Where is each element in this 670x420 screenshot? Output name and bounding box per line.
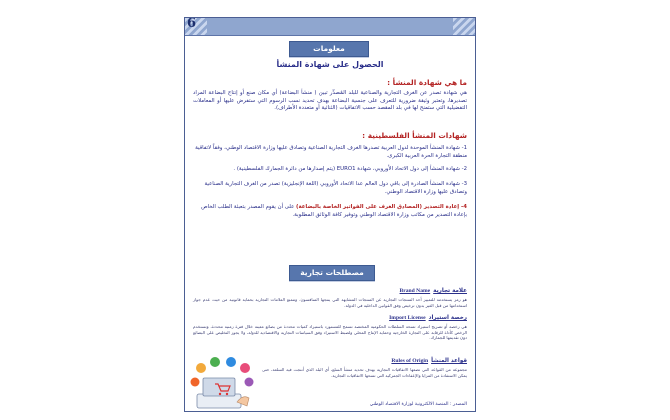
section-label-terms: مصطلحات تجارية — [289, 265, 375, 281]
term-rules-of-origin — [391, 358, 467, 364]
tag-icon — [245, 378, 254, 387]
term-import-license-ar: رخصة استيراد — [428, 315, 467, 321]
term-brand-name-ar: علامة تجارية — [433, 288, 467, 294]
globe-icon — [226, 357, 236, 367]
source-note: المصدر : المنصة الالكترونية لوزارة الاقتصاد الوطني — [369, 402, 467, 407]
question-heading: ما هي شهادة المنشأ : — [387, 78, 467, 87]
certificate-item-1: 1- شهادة المنشأ الموحدة لدول العربية تصدرها الغرف التجارية الصناعية وتصادق عليها وزارة الاقتصاد الوطني، وفقاً لاتفاقية منطقة التجارة الحرة العربية الكبرى. — [195, 145, 467, 159]
term-brand-name — [400, 288, 467, 294]
definition-paragraph: هي شهادة تصدر عن الغرف التجارية والصناعية للبلد المُصدِّر تبين ( منشأ البضاعة) أي مكان صنع أو إنتاج البضاعة المراد تصديرها، وتعتبر وثيقة ضرورية للتعرف على جنسية البضاعة بهدف تحديد نسب الرسوم التي ستفرض عليها أو المعاملات التفضيلية التي ستمنح لها في بلد المقصد حسب الاتفاقيات (الثنائية أو متعددة الأطراف). — [193, 90, 467, 112]
term-rules-of-origin-ar: قواعد المنشأ — [431, 358, 467, 364]
section-label-info: معلومات — [289, 41, 369, 57]
certificate-item-4-text: على أن يقوم المصدر بتعبئة الطلب الخاص بإعادة التصدير من مكاتب وزارة الاقتصاد الوطني وتوفير كافة الوثائق المطلوبة. — [201, 204, 467, 218]
header-band — [185, 18, 475, 36]
term-brand-name-text: هو رمز يستخدمه للتمييز أحد المنتجات التجارية عن المنتجات المشابهة التي ينتجها المنافسون. وتتمتع العلامات التجارية بحماية قانونية من حيث عدم جواز استخدامها من قبل الغير بدون ترخيص وفق القوانين الداخلية في الدولة. — [193, 297, 467, 308]
certificates-heading: شهادات المنشأ الفلسطينية : — [362, 131, 467, 140]
ecommerce-illustration — [189, 354, 257, 412]
certificate-item-2: 2- شهادة المنشأ إلى دول الاتحاد الأوروبي، شهادة EURO1 (يتم إصدارها من دائرة الجمارك الفلسطينية) . — [233, 166, 467, 172]
term-rules-of-origin-text: مجموعة من القواعد التي تضعها الاتفاقيات التجارية بهدف تحديد منشأ السلع، أي البلد الذي أنتجت فيه السلعة، حتى يمكن الاستفادة من المزايا والإعفاءات الجمركية التي تمنحها الاتفاقيات التجارية. — [262, 367, 467, 378]
term-import-license-en: Import License — [389, 315, 426, 321]
page-number: 6 — [187, 17, 197, 31]
heart-icon — [240, 363, 250, 373]
term-brand-name-en: Brand Name — [399, 288, 431, 294]
gift-icon — [210, 357, 220, 367]
document-page — [184, 17, 476, 412]
term-import-license-text: هي رخصة أو تصريح استيراد تمنحه السلطات الحكومية المختصة تسمح للمستورد باستيراد كميات محددة من بضائع معينة خلال فترة زمنية محددة، وتستخدم الرخص كأداة للرقابة على التجارة الخارجية وحماية الإنتاج المحلي ولضبط الاستيراد وفق السياسات التجارية والاقتصادية للدولة، ولا يجوز التخليص على البضائع دون تقديمها للجمارك. — [193, 324, 467, 341]
term-rules-of-origin-en: Rules of Origin — [391, 358, 429, 364]
truck-icon — [191, 378, 200, 387]
term-import-license — [389, 315, 467, 321]
dollar-coin-icon — [196, 363, 206, 373]
certificate-item-3: 3- شهادة المنشأ الصادرة إلى باقي دول العالم عدا الاتحاد الأوروبي (اللغة الإنجليزية) تصدر من الغرف التجارية الصناعية وتصادق عليها وزارة الاقتصاد الوطني. — [204, 181, 467, 195]
certificate-item-4-highlight: 4- إعادة التصدير (المصادق الغرف على الفواتير الخاصة بالبضاعة) — [296, 204, 467, 210]
certificate-item-4 — [193, 204, 467, 219]
band-pattern-right — [453, 18, 475, 35]
page-title: الحصول على شهادة المنشأ — [276, 60, 384, 69]
